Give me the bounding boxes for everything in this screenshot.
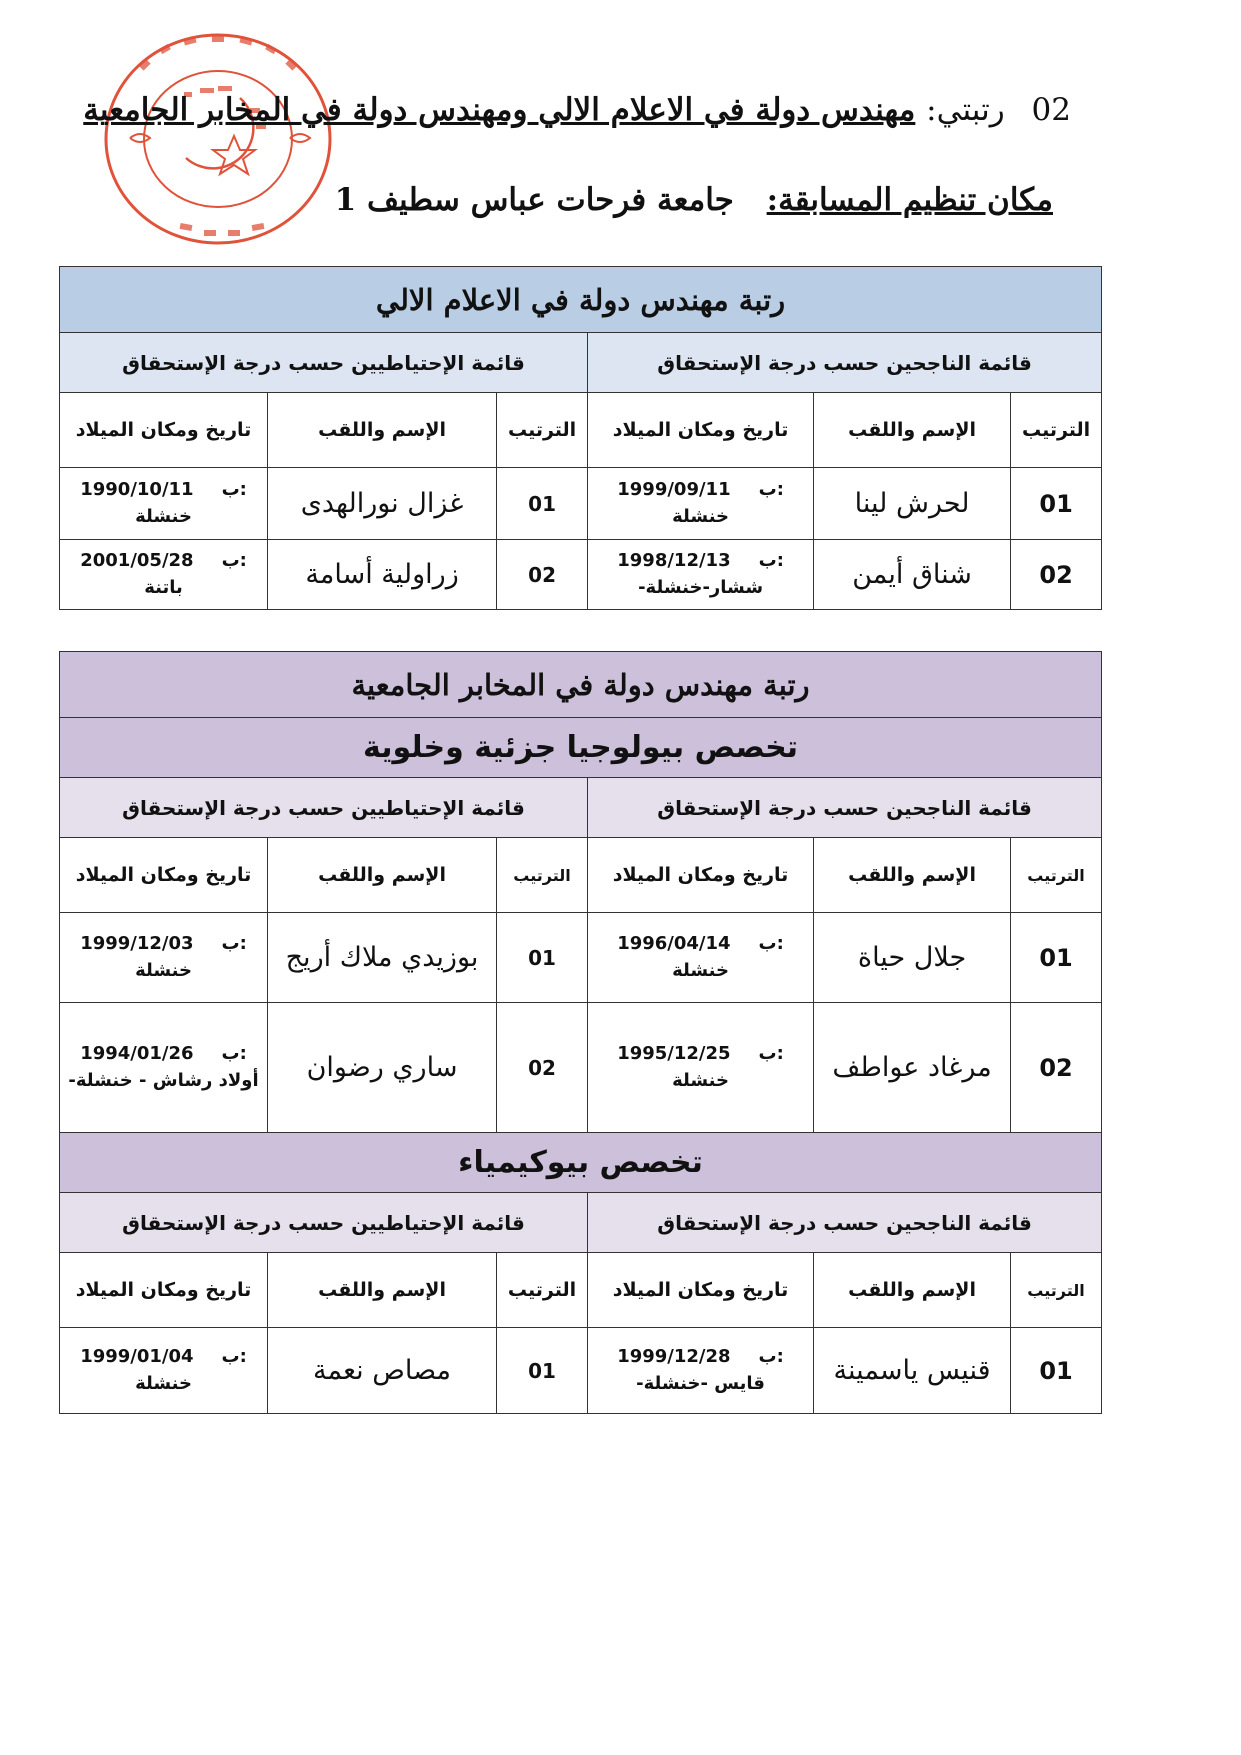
- birth-column-header: تاريخ ومكان الميلاد: [588, 838, 814, 913]
- birth-column-header: تاريخ ومكان الميلاد: [60, 838, 268, 913]
- success-birth: [588, 913, 814, 1003]
- birth-date: 1999/09/11: [617, 479, 731, 501]
- reserve-birth: [60, 468, 268, 540]
- venue-header: [335, 182, 1053, 218]
- success-name: مرغاد عواطف: [814, 1003, 1011, 1133]
- birth-column-header: تاريخ ومكان الميلاد: [588, 393, 814, 468]
- rank-column-header: الترتيب: [1011, 393, 1102, 468]
- birth-place: خنشلة: [135, 505, 192, 527]
- table-title: رتبة مهندس دولة في الاعلام الالي: [60, 267, 1102, 333]
- birth-column-header: تاريخ ومكان الميلاد: [588, 1253, 814, 1328]
- rank-label: رتبتي:: [926, 92, 1005, 128]
- success-birth: [588, 468, 814, 540]
- birth-place: قايس -خنشلة-: [636, 1372, 765, 1394]
- reserve-name: بوزيدي ملاك أريج: [268, 913, 497, 1003]
- lab-engineer-table: [59, 651, 1102, 1414]
- rank-value: مهندس دولة في الاعلام الالي ومهندس دولة في المخابر الجامعية: [83, 92, 916, 128]
- reserve-birth: [60, 540, 268, 610]
- birth-prefix: ب:: [758, 1346, 784, 1368]
- table-row: [60, 468, 1102, 540]
- success-rank: 02: [1011, 540, 1102, 610]
- birth-place: خنشلة: [672, 1069, 729, 1091]
- name-column-header: الإسم واللقب: [814, 838, 1011, 913]
- success-name: قنيس ياسمينة: [814, 1328, 1011, 1414]
- birth-date: 1999/12/03: [80, 933, 194, 955]
- birth-place: ششار-خنشلة-: [638, 576, 764, 598]
- birth-date: 1996/04/14: [617, 933, 731, 955]
- success-name: شناق أيمن: [814, 540, 1011, 610]
- computing-engineer-table: [59, 266, 1102, 610]
- page-number: 02: [1031, 92, 1071, 128]
- name-column-header: الإسم واللقب: [814, 1253, 1011, 1328]
- rank-column-header: الترتيب: [1011, 1253, 1102, 1328]
- reserve-name: غزال نورالهدى: [268, 468, 497, 540]
- reserve-birth: [60, 913, 268, 1003]
- birth-date: 1990/10/11: [80, 479, 194, 501]
- birth-date: 1994/01/26: [80, 1043, 194, 1065]
- success-list-header: قائمة الناجحين حسب درجة الإستحقاق: [588, 333, 1102, 393]
- reserve-name: زراولية أسامة: [268, 540, 497, 610]
- success-name: جلال حياة: [814, 913, 1011, 1003]
- name-column-header: الإسم واللقب: [814, 393, 1011, 468]
- venue-label: مكان تنظيم المسابقة:: [766, 182, 1053, 218]
- rank-column-header: الترتيب: [497, 838, 588, 913]
- reserve-list-header: قائمة الإحتياطيين حسب درجة الإستحقاق: [60, 1193, 588, 1253]
- success-rank: 01: [1011, 468, 1102, 540]
- birth-date: 1999/01/04: [80, 1346, 194, 1368]
- success-birth: [588, 1328, 814, 1414]
- name-column-header: الإسم واللقب: [268, 838, 497, 913]
- birth-date: 2001/05/28: [80, 550, 194, 572]
- official-stamp: [100, 28, 336, 250]
- table-row: [60, 913, 1102, 1003]
- birth-prefix: ب:: [758, 479, 784, 501]
- success-name: لحرش لينا: [814, 468, 1011, 540]
- birth-column-header: تاريخ ومكان الميلاد: [60, 393, 268, 468]
- reserve-list-header: قائمة الإحتياطيين حسب درجة الإستحقاق: [60, 333, 588, 393]
- table-row: [60, 1003, 1102, 1133]
- birth-place: خنشلة: [672, 505, 730, 527]
- reserve-birth: [60, 1003, 268, 1133]
- success-list-header: قائمة الناجحين حسب درجة الإستحقاق: [588, 1193, 1102, 1253]
- reserve-rank: 01: [497, 468, 588, 540]
- birth-date: 1995/12/25: [617, 1043, 731, 1065]
- reserve-name: ساري رضوان: [268, 1003, 497, 1133]
- birth-prefix: ب:: [221, 479, 247, 501]
- rank-column-header: الترتيب: [1011, 838, 1102, 913]
- birth-prefix: ب:: [221, 933, 247, 955]
- name-column-header: الإسم واللقب: [268, 1253, 497, 1328]
- birth-prefix: ب:: [758, 933, 784, 955]
- reserve-name: مصاص نعمة: [268, 1328, 497, 1414]
- reserve-rank: 01: [497, 913, 588, 1003]
- reserve-rank: 01: [497, 1328, 588, 1414]
- success-birth: [588, 1003, 814, 1133]
- success-birth: [588, 540, 814, 610]
- birth-date: 1999/12/28: [617, 1346, 731, 1368]
- birth-prefix: ب:: [221, 1346, 247, 1368]
- birth-place: خنشلة: [672, 959, 729, 981]
- birth-prefix: ب:: [221, 1043, 247, 1065]
- success-rank: 01: [1011, 913, 1102, 1003]
- reserve-birth: [60, 1328, 268, 1414]
- rank-column-header: الترتيب: [497, 1253, 588, 1328]
- table-title: رتبة مهندس دولة في المخابر الجامعية: [60, 652, 1102, 718]
- birth-date: 1998/12/13: [617, 550, 731, 572]
- reserve-rank: 02: [497, 1003, 588, 1133]
- birth-prefix: ب:: [221, 550, 247, 572]
- table-row: [60, 1328, 1102, 1414]
- birth-column-header: تاريخ ومكان الميلاد: [60, 1253, 268, 1328]
- birth-place: باتنة: [144, 576, 183, 598]
- rank-column-header: الترتيب: [497, 393, 588, 468]
- birth-prefix: ب:: [758, 550, 784, 572]
- specialty-title: تخصص بيولوجيا جزئية وخلوية: [60, 718, 1102, 778]
- reserve-list-header: قائمة الإحتياطيين حسب درجة الإستحقاق: [60, 778, 588, 838]
- success-list-header: قائمة الناجحين حسب درجة الإستحقاق: [588, 778, 1102, 838]
- birth-place: خنشلة: [135, 1372, 192, 1394]
- name-column-header: الإسم واللقب: [268, 393, 497, 468]
- rank-header: [83, 92, 1071, 128]
- birth-prefix: ب:: [758, 1043, 784, 1065]
- reserve-rank: 02: [497, 540, 588, 610]
- birth-place: أولاد رشاش - خنشلة-: [68, 1069, 259, 1091]
- success-rank: 01: [1011, 1328, 1102, 1414]
- specialty-title: تخصص بيوكيمياء: [60, 1133, 1102, 1193]
- table-row: [60, 540, 1102, 610]
- venue-value: جامعة فرحات عباس سطيف 1: [334, 182, 734, 218]
- birth-place: خنشلة: [135, 959, 192, 981]
- success-rank: 02: [1011, 1003, 1102, 1133]
